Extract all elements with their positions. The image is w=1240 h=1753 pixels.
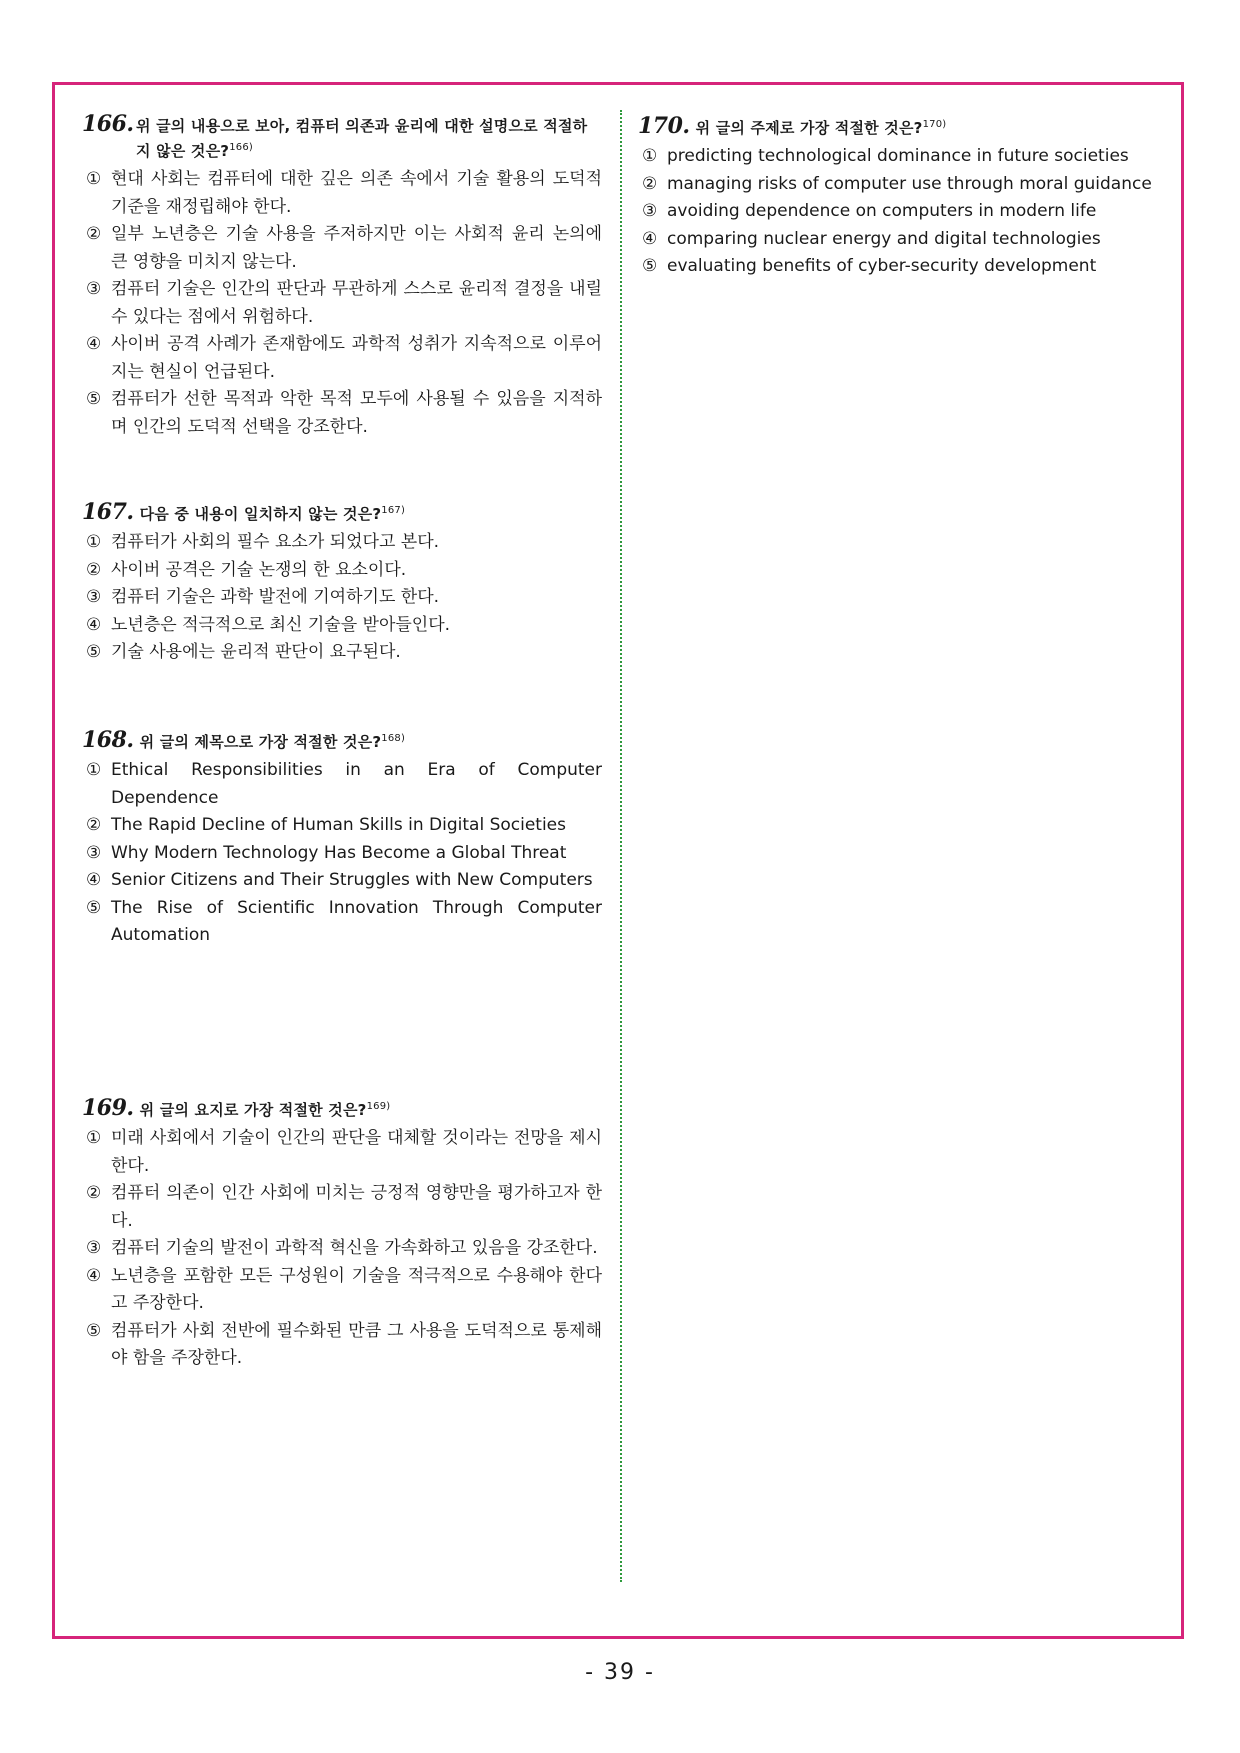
answer-option[interactable] bbox=[82, 639, 602, 667]
footnote-ref: 166) bbox=[229, 142, 253, 153]
question-169-header bbox=[82, 1096, 602, 1121]
answer-option[interactable] bbox=[638, 171, 1160, 199]
option-text: 일부 노년층은 기술 사용을 주저하지만 이는 사회적 윤리 논의에 큰 영향을 미치지 않는다. bbox=[111, 224, 602, 272]
answer-option[interactable] bbox=[82, 895, 602, 950]
option-text: 기술 사용에는 윤리적 판단이 요구된다. bbox=[111, 642, 401, 662]
question-prompt: 위 글의 주제로 가장 적절한 것은? bbox=[695, 119, 923, 137]
answer-option[interactable] bbox=[638, 226, 1160, 254]
option-text: 컴퓨터 기술은 과학 발전에 기여하기도 한다. bbox=[111, 587, 440, 607]
question-number: 166. bbox=[82, 111, 134, 137]
option-marker: ③ bbox=[86, 279, 102, 299]
answer-option[interactable] bbox=[82, 812, 602, 840]
question-168 bbox=[82, 728, 602, 950]
answer-option[interactable] bbox=[82, 166, 602, 221]
option-text: 컴퓨터 기술의 발전이 과학적 혁신을 가속화하고 있음을 강조한다. bbox=[111, 1238, 598, 1258]
option-marker: ④ bbox=[86, 334, 102, 354]
option-marker: ② bbox=[86, 1183, 102, 1203]
option-marker: ⑤ bbox=[86, 389, 102, 409]
answer-option[interactable] bbox=[82, 1318, 602, 1373]
question-prompt: 위 글의 제목으로 가장 적절한 것은? bbox=[139, 733, 382, 751]
option-marker: ① bbox=[86, 532, 102, 552]
option-marker: ③ bbox=[642, 201, 658, 221]
option-text: 미래 사회에서 기술이 인간의 판단을 대체할 것이라는 전망을 제시한다. bbox=[111, 1128, 602, 1176]
answer-option[interactable] bbox=[82, 867, 602, 895]
answer-option[interactable] bbox=[82, 612, 602, 640]
option-text: The Rapid Decline of Human Skills in Digital Societies bbox=[111, 815, 566, 835]
option-text: 컴퓨터가 선한 목적과 악한 목적 모두에 사용될 수 있음을 지적하며 인간의 도덕적 선택을 강조한다. bbox=[111, 389, 602, 437]
option-marker: ⑤ bbox=[86, 1320, 102, 1341]
option-text: 현대 사회는 컴퓨터에 대한 깊은 의존 속에서 기술 활용의 도덕적 기준을 재정립해야 한다. bbox=[111, 169, 602, 217]
answer-option[interactable] bbox=[82, 331, 602, 386]
column-divider bbox=[620, 110, 622, 1582]
answer-option[interactable] bbox=[82, 557, 602, 585]
option-text: 사이버 공격 사례가 존재함에도 과학적 성취가 지속적으로 이루어지는 현실이 언급된다. bbox=[111, 334, 602, 382]
option-text: comparing nuclear energy and digital technologies bbox=[667, 228, 1101, 249]
question-167-header bbox=[82, 500, 602, 525]
footnote-ref: 170) bbox=[922, 119, 947, 130]
question-167 bbox=[82, 500, 602, 667]
answer-option[interactable] bbox=[82, 1180, 602, 1235]
answer-options bbox=[638, 143, 1160, 281]
option-text: 사이버 공격은 기술 논쟁의 한 요소이다. bbox=[111, 559, 407, 580]
answer-option[interactable] bbox=[82, 221, 602, 276]
question-number: 169. bbox=[82, 1095, 134, 1121]
option-text: 노년층을 포함한 모든 구성원이 기술을 적극적으로 수용해야 한다고 주장한다. bbox=[111, 1265, 602, 1313]
option-text: 컴퓨터 기술은 인간의 판단과 무관하게 스스로 윤리적 결정을 내릴 수 있다는 점에서 위험하다. bbox=[111, 279, 602, 327]
option-text: managing risks of computer use through moral guidance bbox=[667, 173, 1152, 194]
answer-option[interactable] bbox=[638, 143, 1160, 171]
option-marker: ⑤ bbox=[642, 256, 658, 276]
option-text: 컴퓨터 의존이 인간 사회에 미치는 긍정적 영향만을 평가하고자 한다. bbox=[111, 1183, 602, 1231]
option-marker: ① bbox=[86, 169, 102, 189]
answer-options bbox=[82, 1125, 602, 1373]
option-text: 컴퓨터가 사회 전반에 필수화된 만큼 그 사용을 도덕적으로 통제해야 함을 주장한다. bbox=[111, 1320, 602, 1368]
question-170-header bbox=[638, 114, 1160, 139]
answer-option[interactable] bbox=[82, 386, 602, 441]
option-marker: ④ bbox=[86, 1265, 102, 1286]
option-marker: ⑤ bbox=[86, 897, 102, 918]
question-169 bbox=[82, 1096, 602, 1373]
option-marker: ④ bbox=[86, 614, 102, 635]
question-number: 167. bbox=[82, 499, 134, 525]
option-text: evaluating benefits of cyber-security development bbox=[667, 256, 1097, 276]
question-number: 170. bbox=[638, 113, 690, 139]
option-marker: ② bbox=[86, 559, 102, 580]
right-column bbox=[638, 114, 1160, 281]
answer-option[interactable] bbox=[82, 1235, 602, 1263]
option-text: 컴퓨터가 사회의 필수 요소가 되었다고 본다. bbox=[111, 532, 440, 552]
answer-option[interactable] bbox=[638, 253, 1160, 281]
footnote-ref: 169) bbox=[366, 1101, 391, 1112]
option-text: Ethical Responsibilities in an Era of Computer Dependence bbox=[111, 760, 602, 808]
question-prompt: 위 글의 내용으로 보아, 컴퓨터 의존과 윤리에 대한 설명으로 적절하지 않은 것은? bbox=[136, 117, 588, 160]
answer-options bbox=[82, 757, 602, 950]
answer-options bbox=[82, 166, 602, 441]
answer-option[interactable] bbox=[82, 1263, 602, 1318]
option-marker: ② bbox=[86, 815, 102, 835]
option-marker: ① bbox=[642, 146, 658, 166]
option-text: Senior Citizens and Their Struggles with New Computers bbox=[111, 870, 593, 890]
page-number: - 39 - bbox=[585, 1660, 655, 1685]
option-marker: ③ bbox=[86, 842, 102, 863]
answer-option[interactable] bbox=[82, 757, 602, 812]
question-170 bbox=[638, 114, 1160, 281]
answer-option[interactable] bbox=[82, 840, 602, 868]
option-text: 노년층은 적극적으로 최신 기술을 받아들인다. bbox=[111, 614, 451, 635]
answer-option[interactable] bbox=[638, 198, 1160, 226]
question-168-header bbox=[82, 728, 602, 753]
question-prompt: 다음 중 내용이 일치하지 않는 것은? bbox=[139, 505, 382, 523]
option-marker: ③ bbox=[86, 587, 102, 607]
option-text: predicting technological dominance in future societies bbox=[667, 146, 1129, 166]
option-marker: ④ bbox=[642, 228, 658, 249]
option-marker: ⑤ bbox=[86, 642, 102, 662]
option-marker: ① bbox=[86, 760, 102, 780]
option-text: Why Modern Technology Has Become a Global Threat bbox=[111, 842, 567, 863]
question-166-header bbox=[82, 111, 602, 162]
answer-options bbox=[82, 529, 602, 667]
left-column bbox=[82, 111, 602, 1368]
option-marker: ④ bbox=[86, 870, 102, 890]
question-prompt: 위 글의 요지로 가장 적절한 것은? bbox=[139, 1101, 367, 1119]
footnote-ref: 167) bbox=[381, 505, 406, 516]
option-marker: ② bbox=[86, 224, 102, 244]
question-166 bbox=[82, 111, 602, 441]
footnote-ref: 168) bbox=[381, 733, 406, 744]
answer-option[interactable] bbox=[82, 1125, 602, 1180]
answer-option[interactable] bbox=[82, 584, 602, 612]
answer-option[interactable] bbox=[82, 529, 602, 557]
option-text: avoiding dependence on computers in modern life bbox=[667, 201, 1097, 221]
option-marker: ① bbox=[86, 1128, 102, 1148]
question-number: 168. bbox=[82, 727, 134, 753]
answer-option[interactable] bbox=[82, 276, 602, 331]
option-text: The Rise of Scientific Innovation Through Computer Automation bbox=[111, 897, 602, 945]
option-marker: ② bbox=[642, 173, 658, 194]
option-marker: ③ bbox=[86, 1238, 102, 1258]
